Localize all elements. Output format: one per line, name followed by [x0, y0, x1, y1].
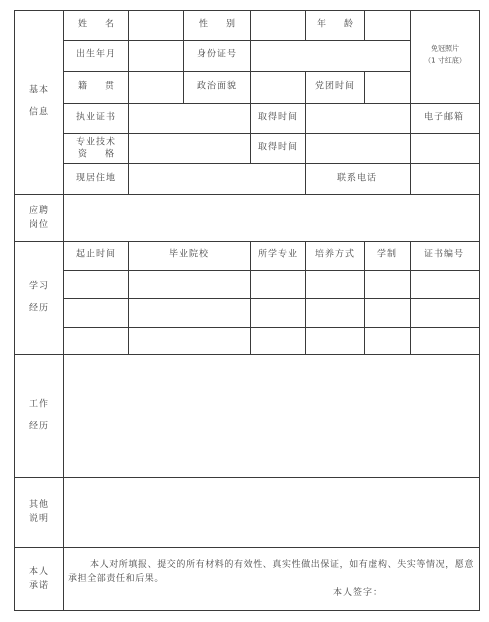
- pledge-text: 本人对所填报、提交的所有材料的有效性、真实性做出保证，如有虚构、失实等情况，愿意承担全部责任和后果。: [68, 560, 475, 584]
- section-pledge: 本人 承诺: [28, 567, 50, 591]
- label-birth: 出生年月: [75, 49, 117, 60]
- study-header-major: 所学专业: [257, 249, 299, 260]
- label-gender: 性别: [198, 19, 254, 30]
- label-native-place: 籍贯: [77, 81, 133, 92]
- photo-placeholder-line2: （1 寸红底）: [424, 56, 466, 65]
- label-name: 姓名: [77, 19, 133, 30]
- section-position: 应聘 岗位: [28, 206, 50, 230]
- section-basic-info: 基本 信息: [28, 85, 50, 118]
- photo-placeholder-line1: 免冠照片: [431, 44, 459, 53]
- label-obtain-time-1: 取得时间: [257, 112, 299, 123]
- label-title-line1: 专业技术: [75, 137, 117, 148]
- section-other: 其他 说明: [28, 500, 50, 524]
- label-age: 年龄: [316, 19, 372, 30]
- label-political-status: 政治面貌: [196, 81, 238, 92]
- label-id-number: 身份证号: [196, 49, 238, 60]
- signature-label: 本人签字：: [333, 588, 384, 598]
- label-party-time: 党团时间: [314, 81, 356, 92]
- label-email: 电子邮箱: [423, 112, 465, 123]
- study-header-period: 起止时间: [75, 249, 117, 260]
- study-header-mode: 培养方式: [314, 249, 356, 260]
- section-study: 学习 经历: [28, 281, 50, 314]
- label-license: 执业证书: [75, 112, 117, 123]
- section-work: 工作 经历: [28, 399, 50, 432]
- label-phone: 联系电话: [336, 173, 378, 184]
- study-header-duration: 学制: [376, 249, 398, 260]
- study-header-cert-no: 证书编号: [423, 249, 465, 260]
- label-address: 现居住地: [75, 173, 117, 184]
- study-header-school: 毕业院校: [168, 249, 210, 260]
- label-obtain-time-2: 取得时间: [257, 142, 299, 153]
- label-title-line2: 资格: [77, 149, 133, 160]
